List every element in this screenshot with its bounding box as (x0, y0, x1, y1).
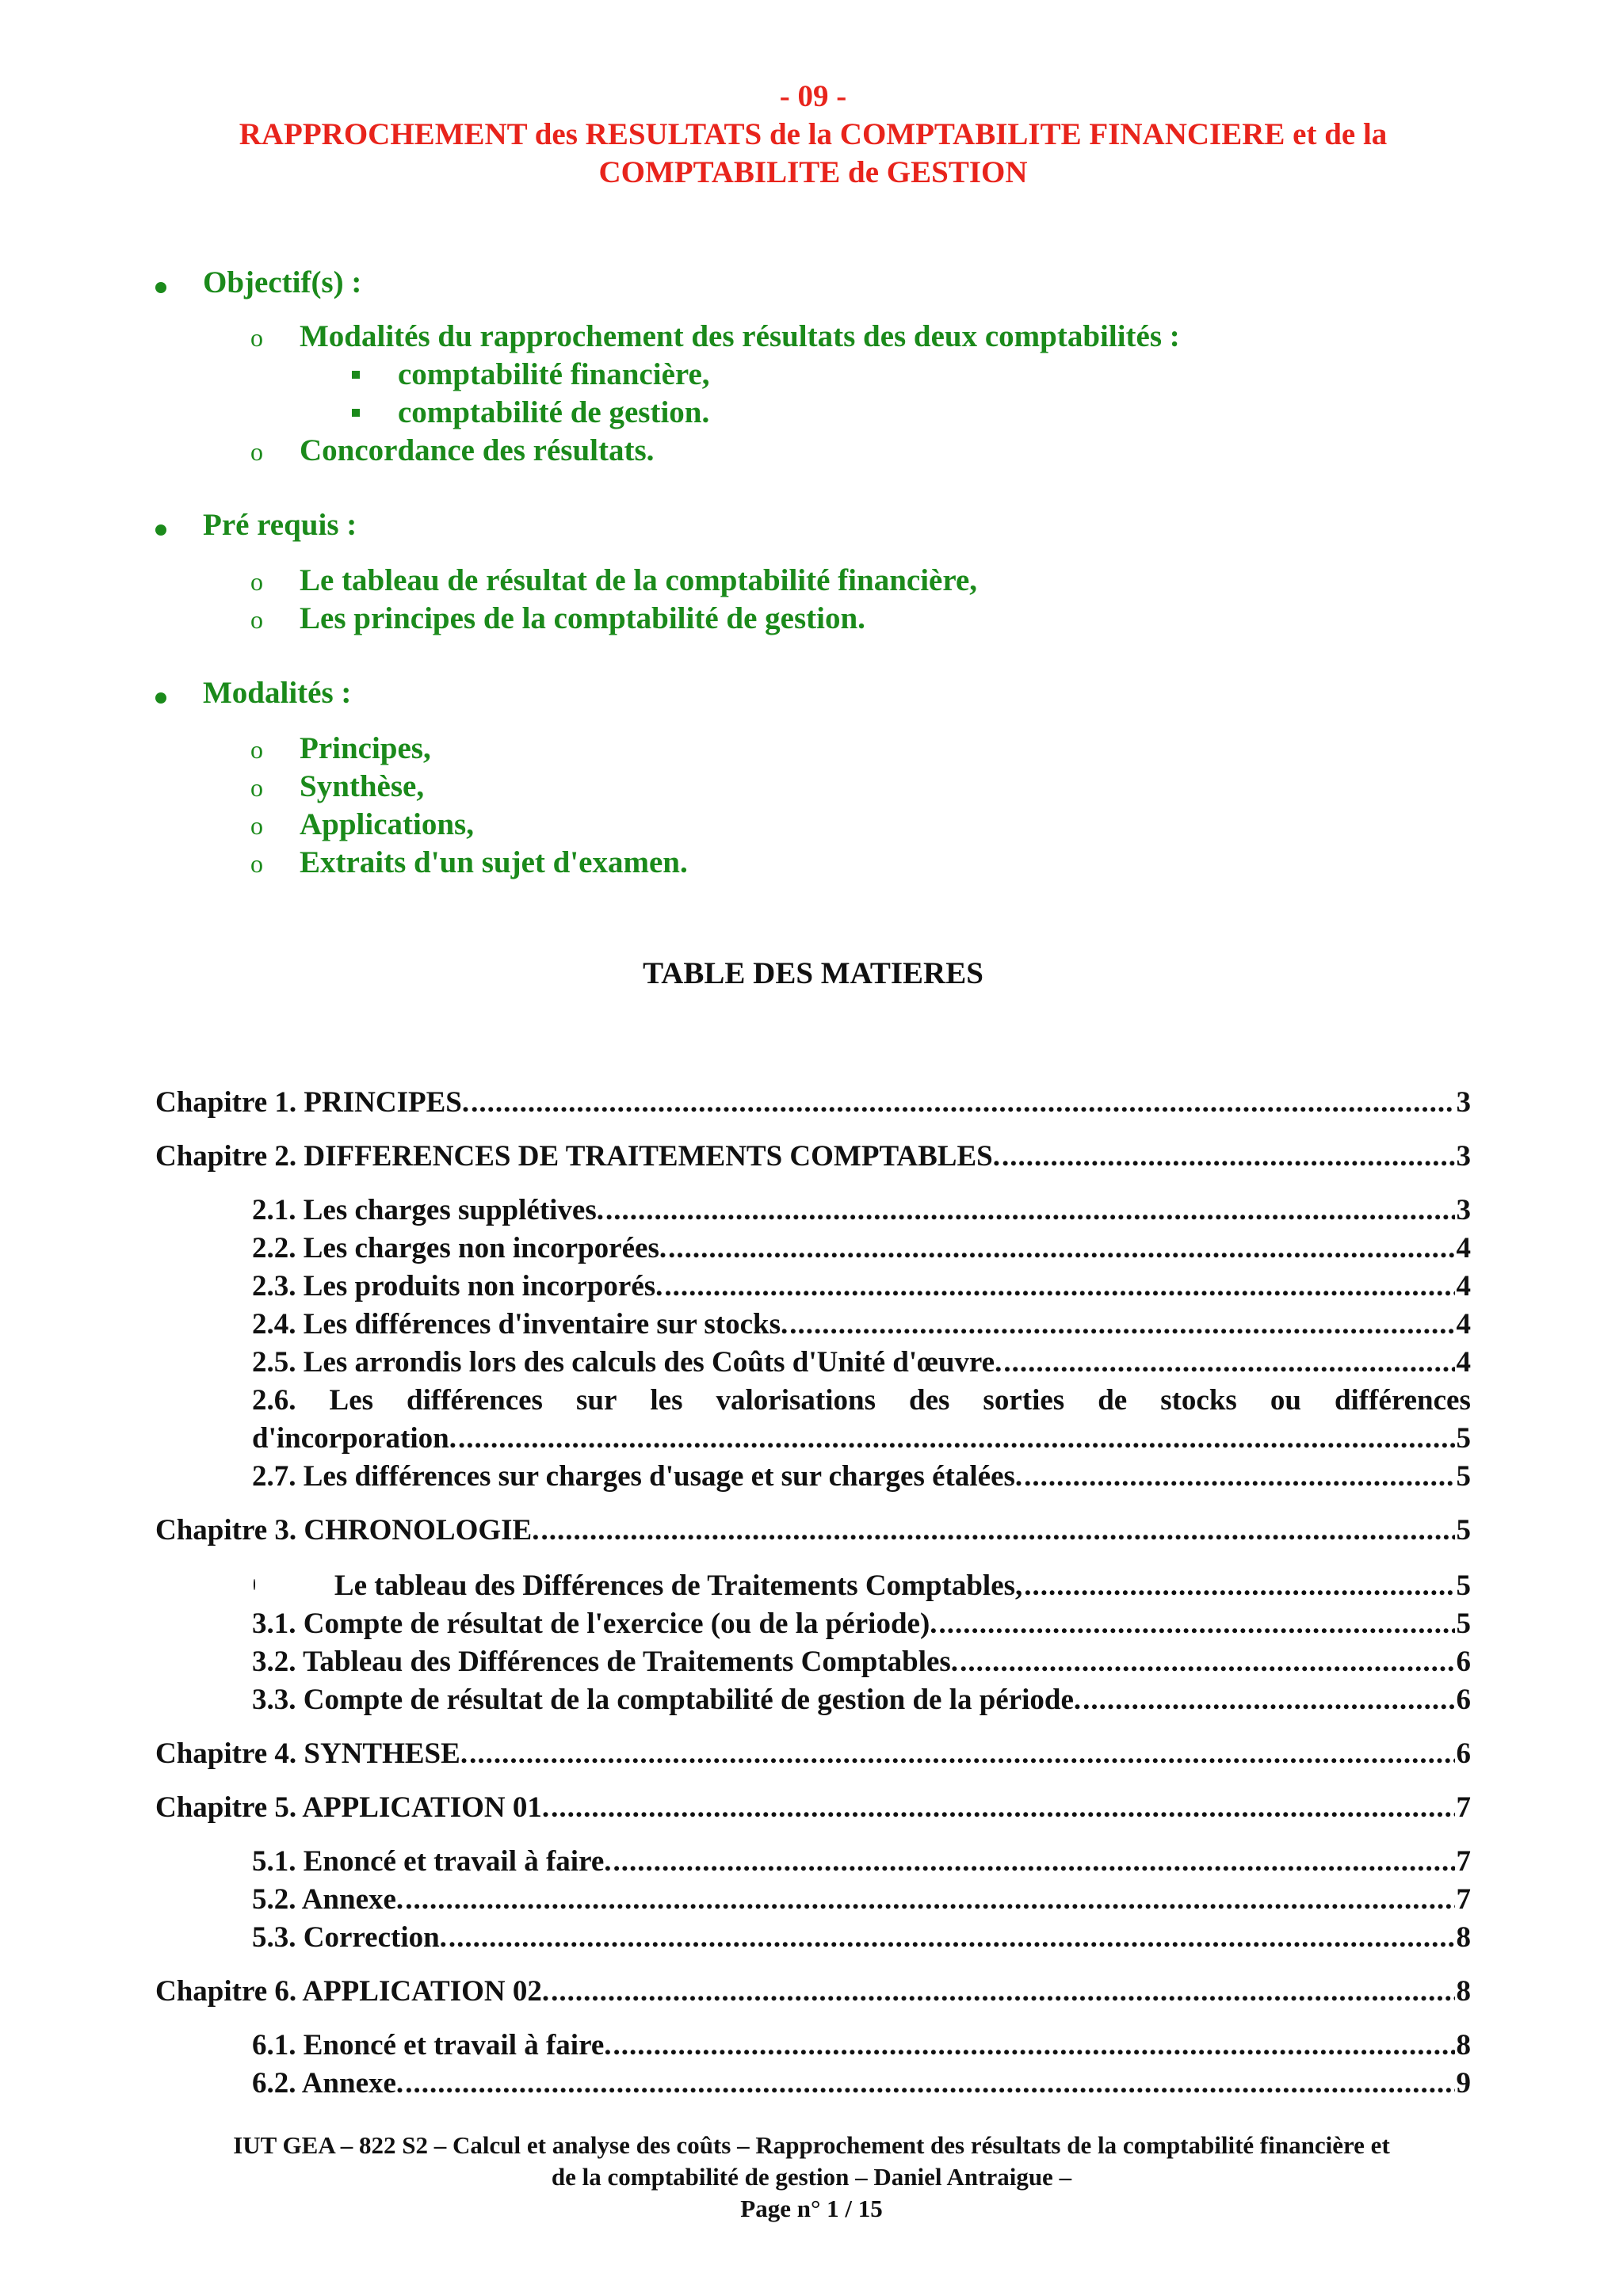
toc-entry[interactable]: 5.2. Annexe. ..... 7 (252, 1882, 1471, 1917)
modalites-label: Modalités : (203, 676, 352, 710)
prerequis-label: Pré requis : (203, 508, 357, 542)
square-bullet-icon (352, 409, 360, 417)
bullet-icon (155, 524, 166, 536)
toc-entry[interactable]: 5.3. Correction. ..... 8 (252, 1920, 1471, 1955)
toc-title: TABLE DES MATIERES (643, 956, 983, 990)
toc-entry[interactable]: Chapitre 4. SYNTHESE. ..... 6 (155, 1737, 1471, 1771)
toc-entry[interactable]: 6.1. Enoncé et travail à faire. ..... 8 (252, 2028, 1471, 2062)
toc-entry[interactable]: 2.4. Les différences d'inventaire sur stocks. ..... 4 (252, 1307, 1471, 1341)
circle-bullet-icon: o (250, 437, 263, 466)
toc-entry[interactable]: 2.1. Les charges supplétives. ..... 3 (252, 1193, 1471, 1227)
chapter-number: - 09 - (779, 79, 847, 113)
toc-entry[interactable]: Chapitre 1. PRINCIPES. ..... 3 (155, 1085, 1471, 1119)
toc-entry[interactable]: 3.3. Compte de résultat de la comptabilité de gestion de la période. ..... 6 (252, 1683, 1471, 1717)
footer-line2: de la comptabilité de gestion – Daniel Antraigue – (551, 2163, 1072, 2191)
toc-entry[interactable]: 6.2. Annexe. ..... 9 (252, 2066, 1471, 2100)
objectifs-label: Objectif(s) : (203, 265, 362, 299)
toc-entry[interactable]: 2.3. Les produits non incorporés. ..... 4 (252, 1269, 1471, 1303)
circle-bullet-icon: o (250, 323, 263, 352)
page-number: Page n° 1 / 15 (740, 2195, 883, 2222)
toc-entry[interactable]: Chapitre 5. APPLICATION 01. ..... 7 (155, 1791, 1471, 1825)
document-page: - 09 - RAPPROCHEMENT des RESULTATS de la COMPTABILITE FINANCIERE et de la COMPTABILITE de GESTION Objectif(s) : o Modalités du rapprochement des résultats des deux comptabilités : comptabilité financière, comptabilité de gestion. o Concordance des résultats. Pré requis : o Le tableau de résultat de la comptabilité financière, o Les principes de la comptabilité de gestion. Modalités : o Principes, o Synthèse, o Applications, o Extraits d'un sujet d'examen. TABLE DES MATIERES Chapitre 1. PRINCIPES. ..... 3 Chapitre 2. DIFFERENCES DE TRAITEMENTS COMPTABLES. ..... 3 2.1. Les charges supplétives. ..... 3 2.2. Les charges non incorporées. ..... 4 2.3. Les produits non incorporés. ..... 4 2.4. Les différences d'inventaire sur stocks. ..... 4 2.5. Les arrondis lors des calculs des Coûts d'Unité d'œuvre. ..... 4 2.6. Les différences sur les valorisations des sorties de stocks ou différences d'incorporation. ..... 5 2.7. Les différences sur charges d'usage et sur charges étalées. ..... 5 Chapitre 3. CHRONOLOGIE. ..... 5 Le tableau des Différences de Traitements Comptables, ..... 5 3.1. Compte de résultat de l'exercice (ou de la période). ..... 5 3.2. Tableau des Différences de Traitements Comptables. ..... 6 3.3. Compte de résultat de la comptabilité de gestion de la période. ..... 6 Chapitre 4. SYNTHESE. ..... 6 Chapitre 5. APPLICATION 01. ..... 7 5.1. Enoncé et travail à faire. ..... 7 5.2. Annexe. ..... 7 5.3. Correction. ..... 8 Chapitre 6. APPLICATION 02. ..... 8 6.1. Enoncé et travail à faire. ..... 8 6.2. Annexe. ..... 9 IUT GEA – 822 S2 – Calcul et analyse des coûts – Rapprochement des résultats de la comptabilité financière et de la comptabilité de gestion – Daniel Antraigue – Page n° 1 / 15 (0, 0, 1623, 2296)
toc-entry[interactable]: Chapitre 2. DIFFERENCES DE TRAITEMENTS COMPTABLES. ..... 3 (155, 1139, 1471, 1173)
square-bullet-icon (352, 371, 360, 379)
toc-entry-line1[interactable]: 2.6. Les différences sur les valorisations des sorties de stocks ou différences (252, 1384, 1471, 1417)
bullet-icon (155, 692, 166, 704)
footer-line1: IUT GEA – 822 S2 – Calcul et analyse des coûts – Rapprochement des résultats de la comptabilité financière et (233, 2131, 1390, 2159)
circle-bullet-icon: o (250, 773, 263, 802)
toc-entry[interactable]: Chapitre 3. CHRONOLOGIE. ..... 5 (155, 1513, 1471, 1547)
toc-entry[interactable]: Le tableau des Différences de Traitements Comptables, ..... 5 (252, 1569, 1471, 1603)
circle-bullet-icon: o (250, 605, 263, 634)
circle-bullet-icon: o (250, 567, 263, 596)
page-title-line1: RAPPROCHEMENT des RESULTATS de la COMPTABILITE FINANCIERE et de la (239, 117, 1388, 151)
toc-entry[interactable]: 3.2. Tableau des Différences de Traitements Comptables. ..... 6 (252, 1645, 1471, 1679)
circle-bullet-icon: o (250, 735, 263, 764)
toc-entry[interactable]: 5.1. Enoncé et travail à faire. ..... 7 (252, 1844, 1471, 1878)
page-title-line2: COMPTABILITE de GESTION (598, 155, 1028, 189)
bullet-icon (155, 282, 166, 293)
circle-bullet-icon: o (250, 811, 263, 840)
toc-entry[interactable]: 2.5. Les arrondis lors des calculs des Coûts d'Unité d'œuvre. ..... 4 (252, 1345, 1471, 1379)
toc-entry[interactable]: 2.2. Les charges non incorporées. ..... 4 (252, 1231, 1471, 1265)
circle-bullet-icon: o (250, 849, 263, 878)
toc-entry[interactable]: 2.7. Les différences sur charges d'usage et sur charges étalées. ..... 5 (252, 1459, 1471, 1493)
toc-entry[interactable]: 3.1. Compte de résultat de l'exercice (ou de la période). ..... 5 (252, 1607, 1471, 1641)
toc-entry[interactable]: d'incorporation. ..... 5 (252, 1421, 1471, 1455)
toc-entry[interactable]: Chapitre 6. APPLICATION 02. ..... 8 (155, 1974, 1471, 2008)
bullet-icon (254, 1579, 255, 1590)
